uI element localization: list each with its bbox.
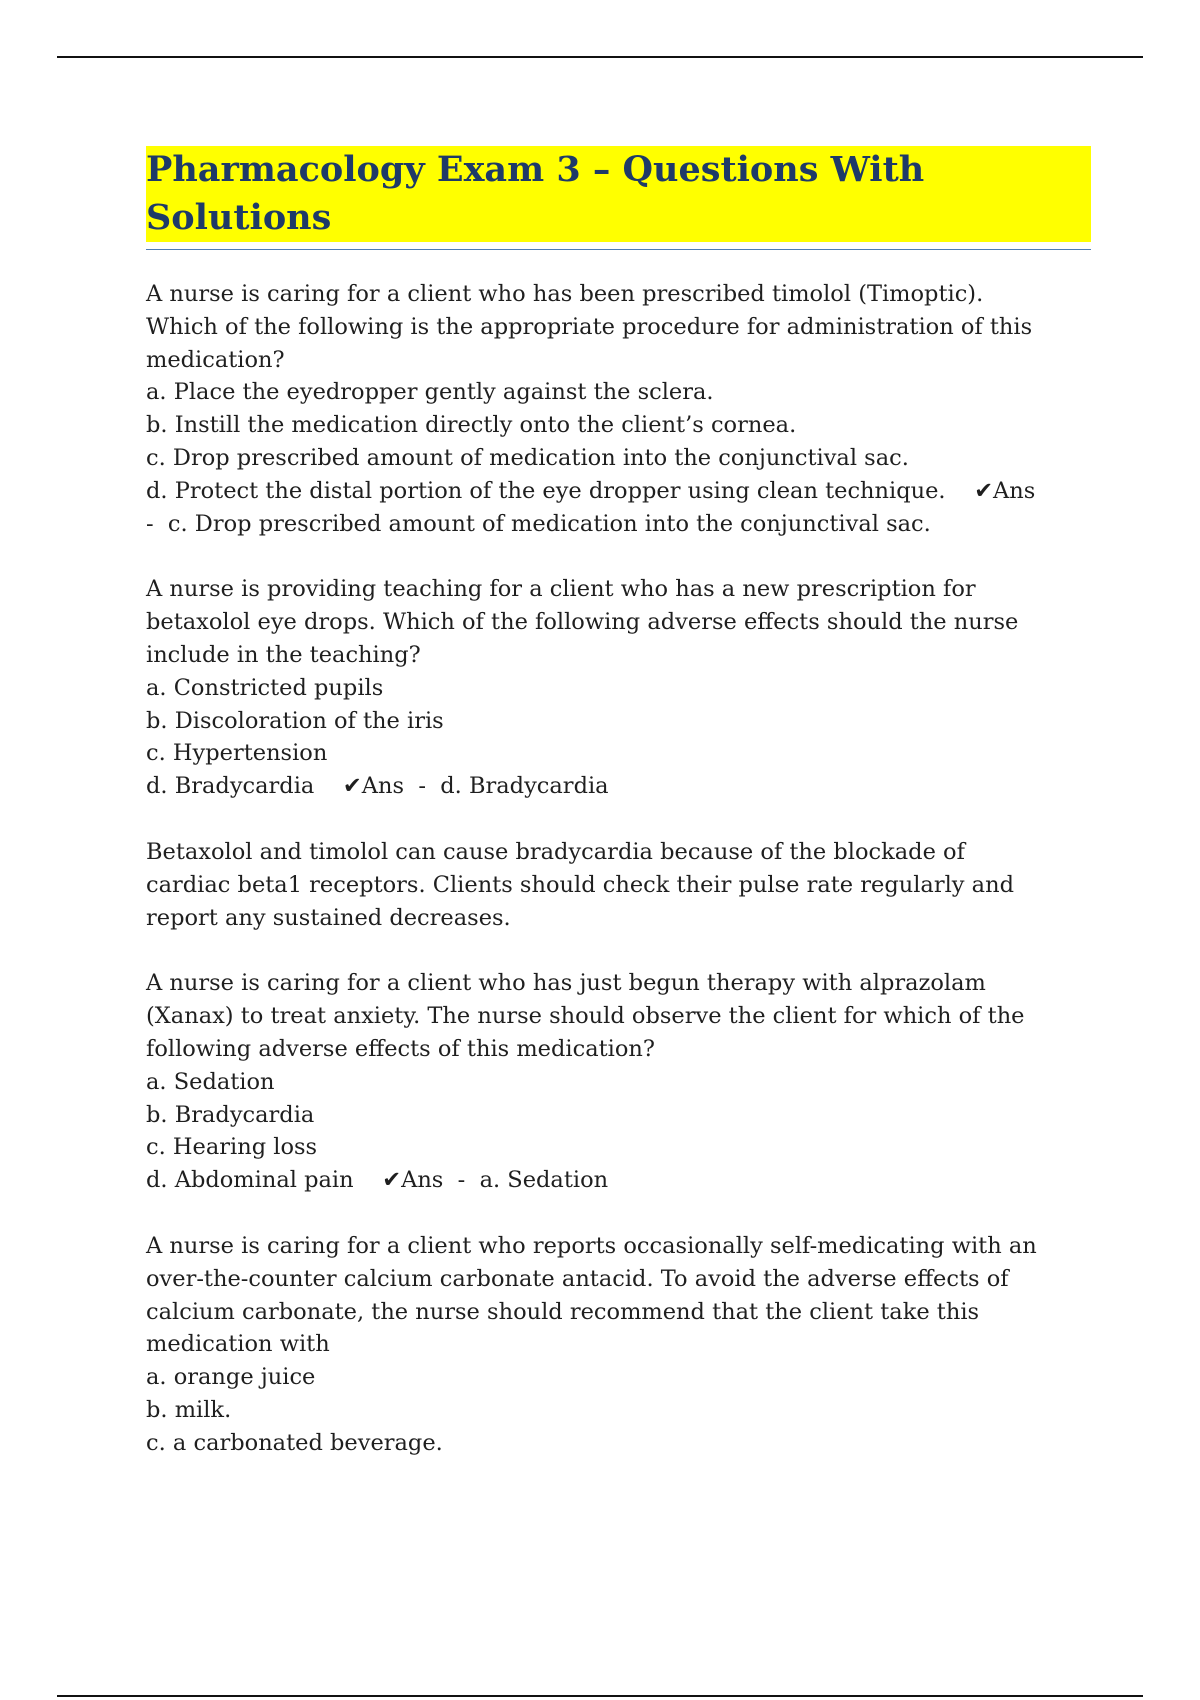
option-d-with-answer [146, 770, 1091, 803]
question-stem-line: A nurse is caring for a client who has just begun therapy with alprazolam [146, 970, 986, 997]
answer-marker: ✔Ans [945, 477, 1036, 504]
title-block [146, 146, 1091, 250]
question-stem-line: following adverse effects of this medication? [146, 1035, 655, 1062]
rationale-line: cardiac beta1 receptors. Clients should check their pulse rate regularly and [146, 871, 1014, 898]
answer-text: - c. Drop prescribed amount of medication into the conjunctival sac. [146, 510, 931, 537]
option-a: a. Constricted pupils [146, 674, 384, 701]
question-stem-line: over-the-counter calcium carbonate antacid. To avoid the adverse effects of [146, 1265, 1009, 1292]
answer-marker: ✔Ans - a. Sedation [353, 1167, 609, 1194]
header-rule [57, 56, 1143, 58]
option-a: a. orange juice [146, 1364, 316, 1391]
question-stem-line: Which of the following is the appropriate procedure for administration of this [146, 313, 1033, 340]
question-4 [146, 1230, 1091, 1460]
question-stem-line: include in the teaching? [146, 641, 421, 668]
rationale-line: Betaxolol and timolol can cause bradycardia because of the blockade of [146, 838, 965, 865]
question-stem-line: A nurse is providing teaching for a client who has a new prescription for [146, 576, 976, 603]
option-d: d. Protect the distal portion of the eye dropper using clean technique. [146, 477, 946, 504]
document-body [146, 146, 1091, 1493]
option-b: b. milk. [146, 1396, 232, 1423]
question-1 [146, 278, 1091, 540]
option-d: d. Bradycardia [146, 773, 315, 800]
option-b: b. Instill the medication directly onto the client’s cornea. [146, 412, 797, 439]
option-a: a. Sedation [146, 1068, 275, 1095]
question-stem-line: medication with [146, 1331, 330, 1358]
question-stem-line: (Xanax) to treat anxiety. The nurse should observe the client for which of the [146, 1003, 1025, 1030]
footer-rule [57, 1695, 1143, 1697]
option-d-with-answer [146, 1164, 1091, 1197]
question-stem-line: medication? [146, 346, 285, 373]
option-d-with-answer [146, 475, 1091, 508]
question-stem-line: betaxolol eye drops. Which of the following adverse effects should the nurse [146, 609, 1019, 636]
answer-marker: ✔Ans - d. Bradycardia [314, 773, 609, 800]
question-stem-line: A nurse is caring for a client who has been prescribed timolol (Timoptic). [146, 281, 984, 307]
page-title: Pharmacology Exam 3 – Questions With Solutions [146, 146, 1091, 242]
option-c: c. Hypertension [146, 740, 328, 767]
option-b: b. Bradycardia [146, 1101, 315, 1128]
rationale-line: report any sustained decreases. [146, 904, 511, 931]
question-2 [146, 573, 1091, 803]
option-c: c. a carbonated beverage. [146, 1429, 443, 1456]
question-stem-line: calcium carbonate, the nurse should recommend that the client take this [146, 1298, 980, 1325]
option-c: c. Hearing loss [146, 1134, 318, 1161]
option-d: d. Abdominal pain [146, 1167, 354, 1194]
rationale [146, 836, 1091, 934]
question-3 [146, 967, 1091, 1197]
option-a: a. Place the eyedropper gently against the sclera. [146, 379, 714, 406]
question-stem-line: A nurse is caring for a client who reports occasionally self-medicating with an [146, 1232, 1037, 1259]
option-c: c. Drop prescribed amount of medication into the conjunctival sac. [146, 444, 909, 471]
option-b: b. Discoloration of the iris [146, 707, 444, 734]
